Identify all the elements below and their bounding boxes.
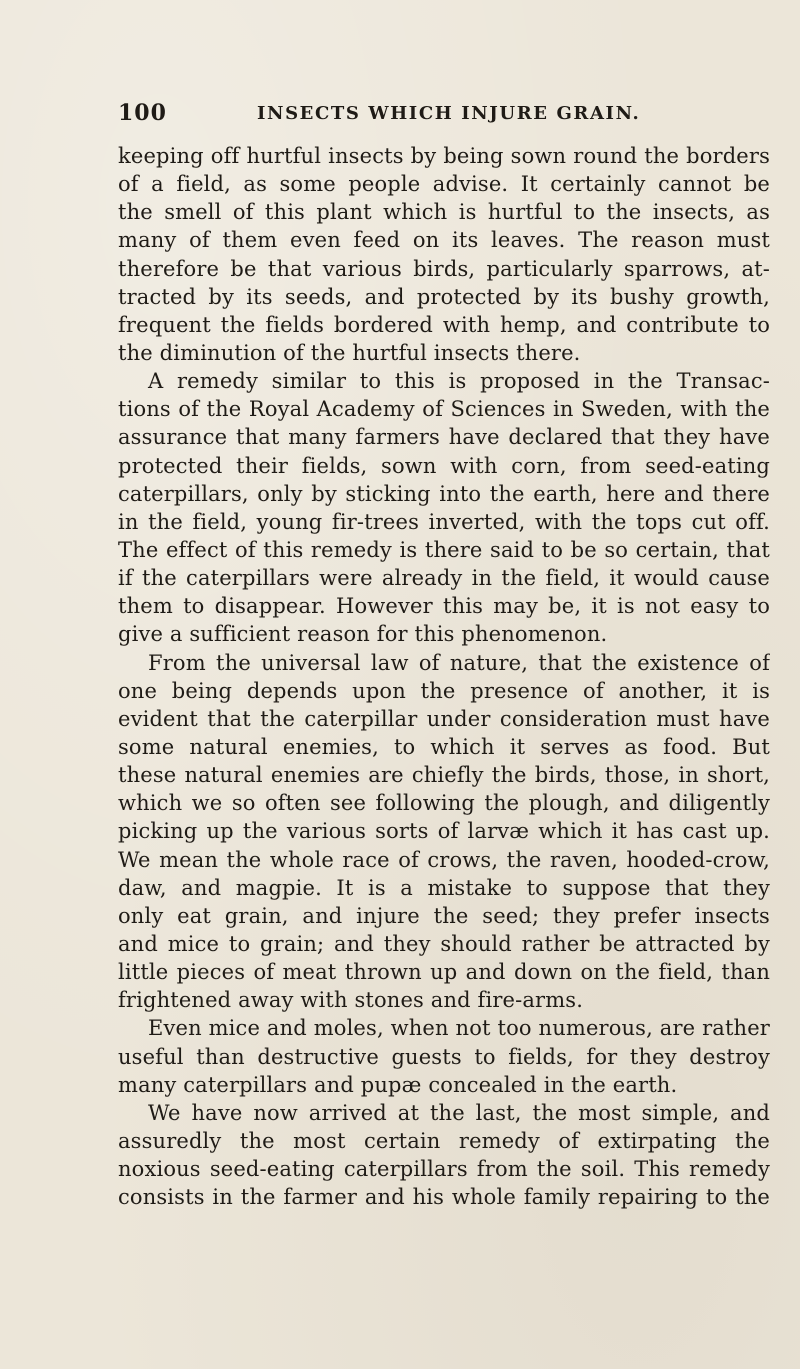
text-line: We have now arrived at the last, the most simple, and bbox=[148, 1100, 770, 1125]
text-line: picking up the various sorts of larvæ which it has cast up. bbox=[118, 819, 770, 844]
body-text bbox=[118, 142, 770, 1211]
text-line: evident that the caterpillar under consideration must have bbox=[118, 706, 770, 731]
text-line: of a field, as some people advise. It certainly cannot be bbox=[118, 172, 770, 197]
page-number: 100 bbox=[118, 100, 167, 126]
text-line: in the field, young fir-trees inverted, with the tops cut off. bbox=[118, 509, 770, 534]
text-line: little pieces of meat thrown up and down on the field, than bbox=[118, 960, 770, 985]
text-line: many of them even feed on its leaves. The reason must bbox=[118, 228, 770, 253]
text-line: only eat grain, and injure the seed; they prefer insects bbox=[118, 903, 770, 928]
text-line: The effect of this remedy is there said to be so certain, that bbox=[118, 537, 770, 562]
text-line: frequent the fields bordered with hemp, and contribute to bbox=[118, 312, 770, 337]
text-line: if the caterpillars were already in the field, it would cause bbox=[118, 566, 770, 591]
text-line: the diminution of the hurtful insects there. bbox=[118, 340, 581, 365]
text-line: daw, and magpie. It is a mistake to suppose that they bbox=[118, 875, 770, 900]
text-line: give a sufficient reason for this phenomenon. bbox=[118, 622, 608, 647]
text-line: therefore be that various birds, particularly sparrows, at- bbox=[118, 256, 770, 281]
text-line: assurance that many farmers have declared that they have bbox=[118, 425, 770, 450]
text-line: consists in the farmer and his whole family repairing to the bbox=[118, 1185, 770, 1210]
text-line: noxious seed-eating caterpillars from the soil. This remedy bbox=[118, 1157, 770, 1182]
text-line: Even mice and moles, when not too numerous, are rather bbox=[148, 1016, 770, 1041]
text-line: tions of the Royal Academy of Sciences in Sweden, with the bbox=[118, 397, 770, 422]
text-line: A remedy similar to this is proposed in the Transac- bbox=[148, 369, 770, 394]
text-line: one being depends upon the presence of another, it is bbox=[118, 678, 770, 703]
text-line: useful than destructive guests to fields, for they destroy bbox=[118, 1044, 770, 1069]
text-line: many caterpillars and pupæ concealed in the earth. bbox=[118, 1072, 678, 1097]
text-line: From the universal law of nature, that the existence of bbox=[148, 650, 770, 675]
running-title: INSECTS WHICH INJURE GRAIN. bbox=[257, 103, 641, 124]
text-line: keeping off hurtful insects by being sown round the borders bbox=[118, 144, 770, 168]
running-head bbox=[118, 100, 768, 140]
text-line: and mice to grain; and they should rather be attracted by bbox=[118, 931, 770, 956]
text-line: which we so often see following the plough, and diligently bbox=[118, 791, 770, 816]
text-line: them to disappear. However this may be, it is not easy to bbox=[118, 594, 770, 619]
text-line: frightened away with stones and fire-arms. bbox=[118, 988, 584, 1013]
text-line: We mean the whole race of crows, the raven, hooded-crow, bbox=[118, 847, 770, 872]
text-line: caterpillars, only by sticking into the earth, here and there bbox=[118, 481, 770, 506]
text-line: some natural enemies, to which it serves as food. But bbox=[118, 734, 770, 759]
text-line: the smell of this plant which is hurtful to the insects, as bbox=[118, 200, 770, 225]
text-line: tracted by its seeds, and protected by its bushy growth, bbox=[118, 284, 770, 309]
text-line: these natural enemies are chiefly the birds, those, in short, bbox=[118, 763, 770, 788]
text-line: protected their fields, sown with corn, from seed-eating bbox=[118, 453, 770, 478]
text-line: assuredly the most certain remedy of extirpating the bbox=[118, 1128, 770, 1153]
